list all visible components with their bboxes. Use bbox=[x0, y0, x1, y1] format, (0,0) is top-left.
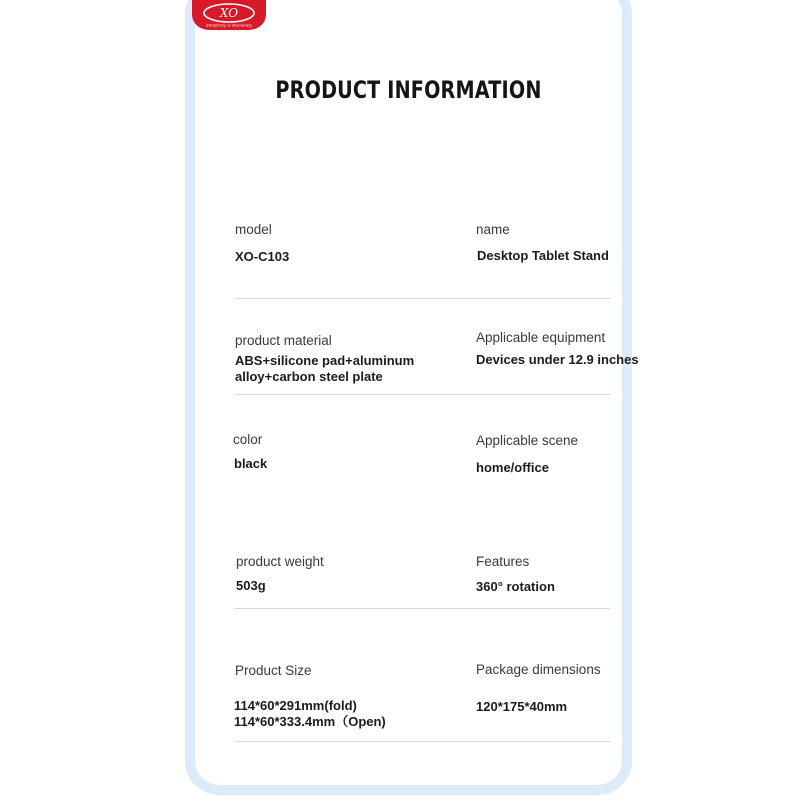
name-label: name bbox=[476, 222, 510, 237]
scene-label: Applicable scene bbox=[476, 433, 579, 448]
model-value: XO-C103 bbox=[235, 249, 290, 264]
size-value-line: 114*60*291mm(fold) bbox=[234, 698, 357, 713]
equipment-label: Applicable equipment bbox=[476, 330, 606, 345]
size-label: Product Size bbox=[235, 663, 312, 678]
equipment-value: Devices under 12.9 inches bbox=[476, 352, 639, 367]
material-value-line: alloy+carbon steel plate bbox=[235, 369, 383, 384]
svg-text:XO: XO bbox=[219, 6, 239, 20]
features-label: Features bbox=[476, 554, 530, 569]
material-value-line: ABS+silicone pad+aluminum bbox=[235, 353, 415, 368]
material-label: product material bbox=[235, 333, 332, 348]
divider bbox=[234, 394, 610, 395]
scene-value: home/office bbox=[476, 460, 549, 475]
xo-logo-icon bbox=[192, 0, 266, 30]
package-label: Package dimensions bbox=[476, 662, 601, 677]
divider bbox=[234, 741, 610, 742]
divider bbox=[234, 608, 610, 609]
color-value: black bbox=[234, 456, 268, 471]
svg-text:Simplicity is Humanity: Simplicity is Humanity bbox=[205, 22, 253, 28]
weight-value: 503g bbox=[236, 578, 266, 593]
size-value bbox=[234, 698, 386, 730]
features-value: 360° rotation bbox=[476, 579, 555, 594]
divider bbox=[234, 298, 610, 299]
brand-logo bbox=[192, 0, 266, 30]
package-value: 120*175*40mm bbox=[476, 699, 568, 714]
name-value: Desktop Tablet Stand bbox=[477, 248, 609, 263]
material-value bbox=[235, 353, 414, 385]
left-margin bbox=[0, 0, 185, 800]
page-title: PRODUCT INFORMATION bbox=[275, 76, 542, 104]
weight-label: product weight bbox=[236, 554, 324, 569]
color-label: color bbox=[233, 432, 263, 447]
size-value-line: 114*60*333.4mm（Open) bbox=[234, 714, 386, 729]
right-margin bbox=[632, 0, 800, 800]
model-label: model bbox=[235, 222, 272, 237]
